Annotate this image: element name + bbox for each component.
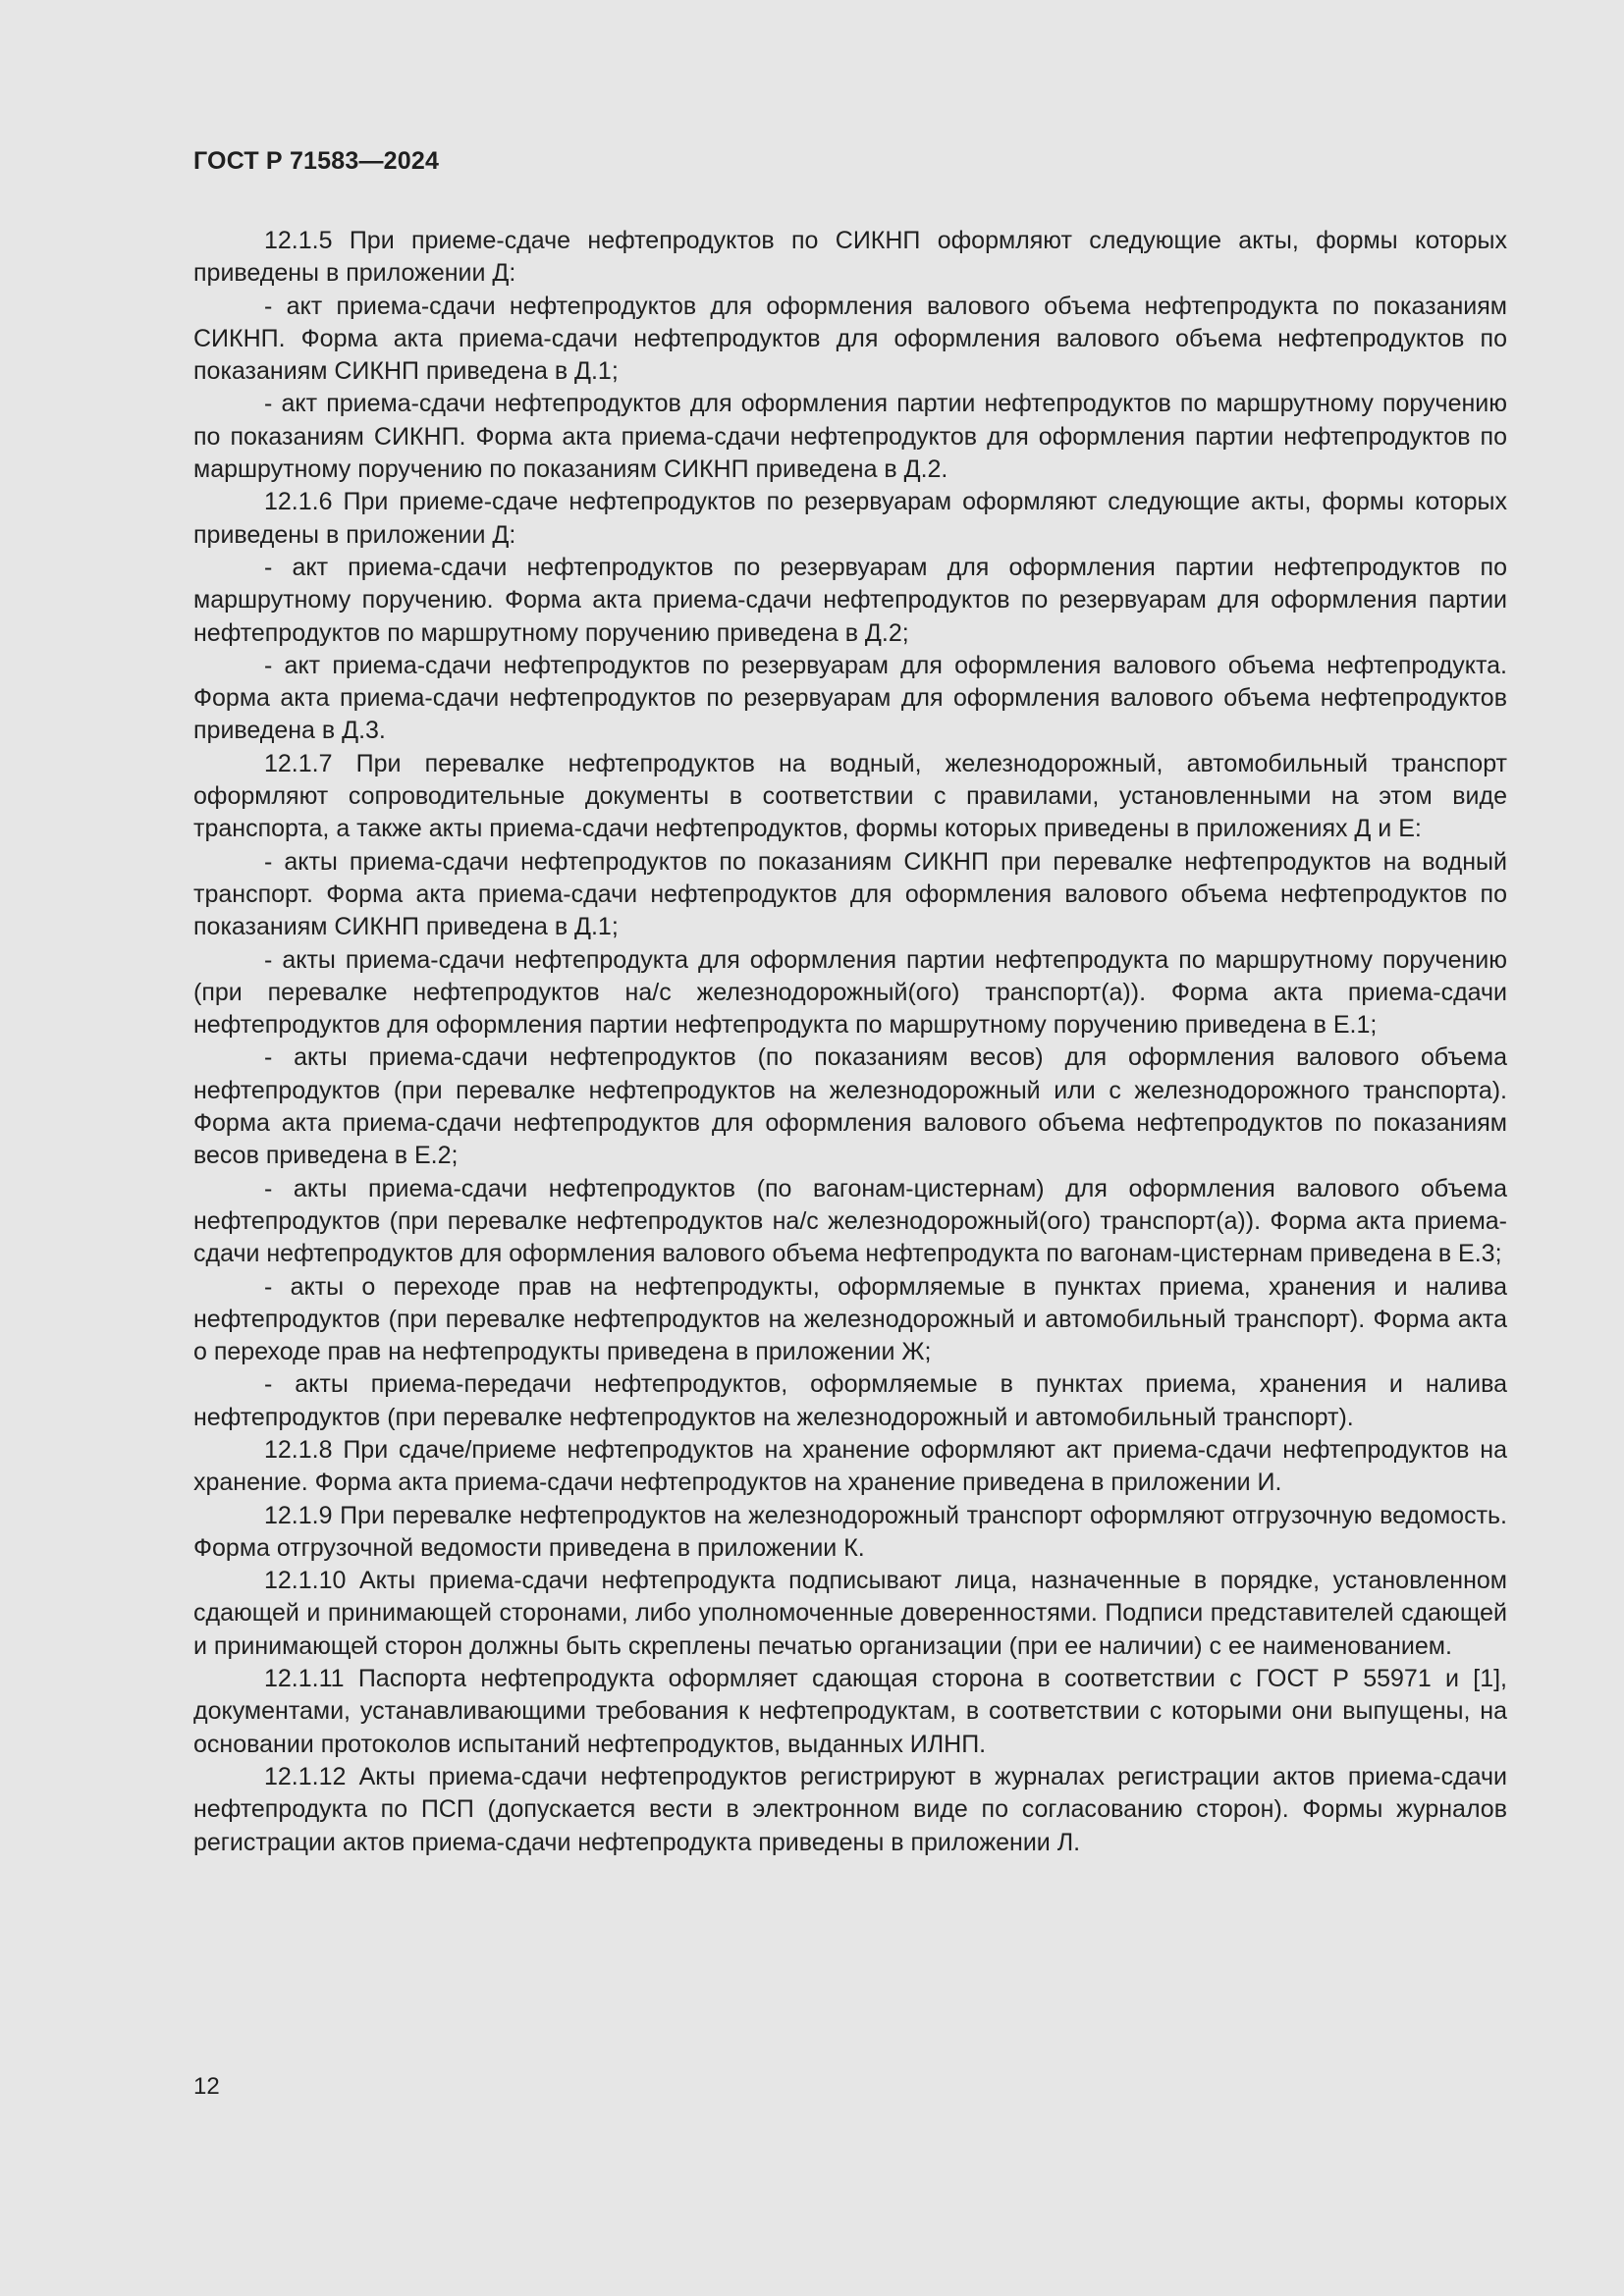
list-item-act-gross-volume-siknp: - акт приема-сдачи нефтепродуктов для оформления валового объема нефтепродукта по показаниям СИКНП. Форма акта приема-сдачи нефтепродуктов для оформления валового объема нефтепродуктов по показаниям СИКНП приведена в Д.1; <box>193 292 1507 386</box>
list-item-acts-scales: - акты приема-сдачи нефтепродуктов (по показаниям весов) для оформления валового объема нефтепродуктов (при перевалке нефтепродуктов на железнодорожный или с железнодорожного транспорта). Форма акта приема-сдачи нефтепродуктов для оформления валового объема нефтепродуктов по показаниям весов приведена в Е.2; <box>193 1043 1507 1170</box>
document-standard-id: ГОСТ Р 71583—2024 <box>193 147 440 175</box>
paragraph-12-1-9: 12.1.9 При перевалке нефтепродуктов на железнодорожный транспорт оформляют отгрузочную ведомость. Форма отгрузочной ведомости приведена в приложении К. <box>193 1501 1507 1562</box>
paragraph-12-1-7: 12.1.7 При перевалке нефтепродуктов на водный, железнодорожный, автомобильный транспорт оформляют сопроводительные документы в соответствии с правилами, установленными на этом виде транспорта, а также акты приема-сдачи нефтепродуктов, формы которых приведены в приложениях Д и Е: <box>193 749 1507 843</box>
document-body <box>193 225 1507 1859</box>
list-item-acts-tank-cars: - акты приема-сдачи нефтепродуктов (по вагонам-цистернам) для оформления валового объема нефтепродуктов (при перевалке нефтепродуктов на/с железнодорожный(ого) транспорт(а)). Форма акта приема-сдачи нефтепродуктов для оформления валового объема нефтепродукта по вагонам-цистернам приведена в Е.3; <box>193 1174 1507 1268</box>
paragraph-12-1-12: 12.1.12 Акты приема-сдачи нефтепродуктов регистрируют в журналах регистрации актов приема-сдачи нефтепродукта по ПСП (допускается вести в электронном виде по согласованию сторон). Формы журналов регистрации актов приема-сдачи нефтепродукта приведены в приложении Л. <box>193 1762 1507 1856</box>
list-item-acts-acceptance-transfer: - акты приема-передачи нефтепродуктов, оформляемые в пунктах приема, хранения и налива нефтепродуктов (при перевалке нефтепродуктов на железнодорожный и автомобильный транспорт). <box>193 1370 1507 1431</box>
page-number: 12 <box>193 2073 220 2100</box>
paragraph-12-1-6: 12.1.6 При приеме-сдаче нефтепродуктов по резервуарам оформляют следующие акты, формы которых приведены в приложении Д: <box>193 488 1507 549</box>
list-item-acts-transfer-of-rights: - акты о переходе прав на нефтепродукты, оформляемые в пунктах приема, хранения и налива нефтепродуктов (при перевалке нефтепродуктов на железнодорожный и автомобильный транспорт). Форма акта о переходе прав на нефтепродукты приведена в приложении Ж; <box>193 1272 1507 1366</box>
list-item-act-tanks-batch: - акт приема-сдачи нефтепродуктов по резервуарам для оформления партии нефтепродуктов по маршрутному поручению. Форма акта приема-сдачи нефтепродуктов по резервуарам для оформления партии нефтепродуктов по маршрутному поручению приведена в Д.2; <box>193 553 1507 647</box>
list-item-acts-water-transport: - акты приема-сдачи нефтепродуктов по показаниям СИКНП при перевалке нефтепродуктов на водный транспорт. Форма акта приема-сдачи нефтепродуктов для оформления валового объема нефтепродуктов по показаниям СИКНП приведена в Д.1; <box>193 847 1507 941</box>
paragraph-12-1-11: 12.1.11 Паспорта нефтепродукта оформляет сдающая сторона в соответствии с ГОСТ Р 55971 и [1], документами, устанавливающими требования к нефтепродуктам, в соответствии с которыми они выпущены, на основании протоколов испытаний нефтепродуктов, выданных ИЛНП. <box>193 1665 1507 1758</box>
list-item-act-tanks-gross-volume: - акт приема-сдачи нефтепродуктов по резервуарам для оформления валового объема нефтепродукта. Форма акта приема-сдачи нефтепродуктов по резервуарам для оформления валового объема нефтепродуктов приведена в Д.3. <box>193 651 1507 745</box>
paragraph-12-1-10: 12.1.10 Акты приема-сдачи нефтепродукта подписывают лица, назначенные в порядке, установленном сдающей и принимающей сторонами, либо уполномоченные доверенностями. Подписи представителей сдающей и принимающей сторон должны быть скреплены печатью организации (при ее наличии) с ее наименованием. <box>193 1567 1507 1660</box>
list-item-acts-rail-batch: - акты приема-сдачи нефтепродукта для оформления партии нефтепродукта по маршрутному поручению (при перевалке нефтепродуктов на/с железнодорожный(ого) транспорт(а)). Форма акта приема-сдачи нефтепродуктов для оформления партии нефтепродукта по маршрутному поручению приведена в Е.1; <box>193 945 1507 1040</box>
list-item-act-batch-route-siknp: - акт приема-сдачи нефтепродуктов для оформления партии нефтепродуктов по маршрутному поручению по показаниям СИКНП. Форма акта приема-сдачи нефтепродуктов для оформления партии нефтепродуктов по маршрутному поручению по показаниям СИКНП приведена в Д.2. <box>193 390 1507 484</box>
paragraph-12-1-8: 12.1.8 При сдаче/приеме нефтепродуктов на хранение оформляют акт приема-сдачи нефтепродуктов на хранение. Форма акта приема-сдачи нефтепродуктов на хранение приведена в приложении И. <box>193 1435 1507 1497</box>
paragraph-12-1-5: 12.1.5 При приеме-сдаче нефтепродуктов по СИКНП оформляют следующие акты, формы которых приведены в приложении Д: <box>193 227 1507 288</box>
